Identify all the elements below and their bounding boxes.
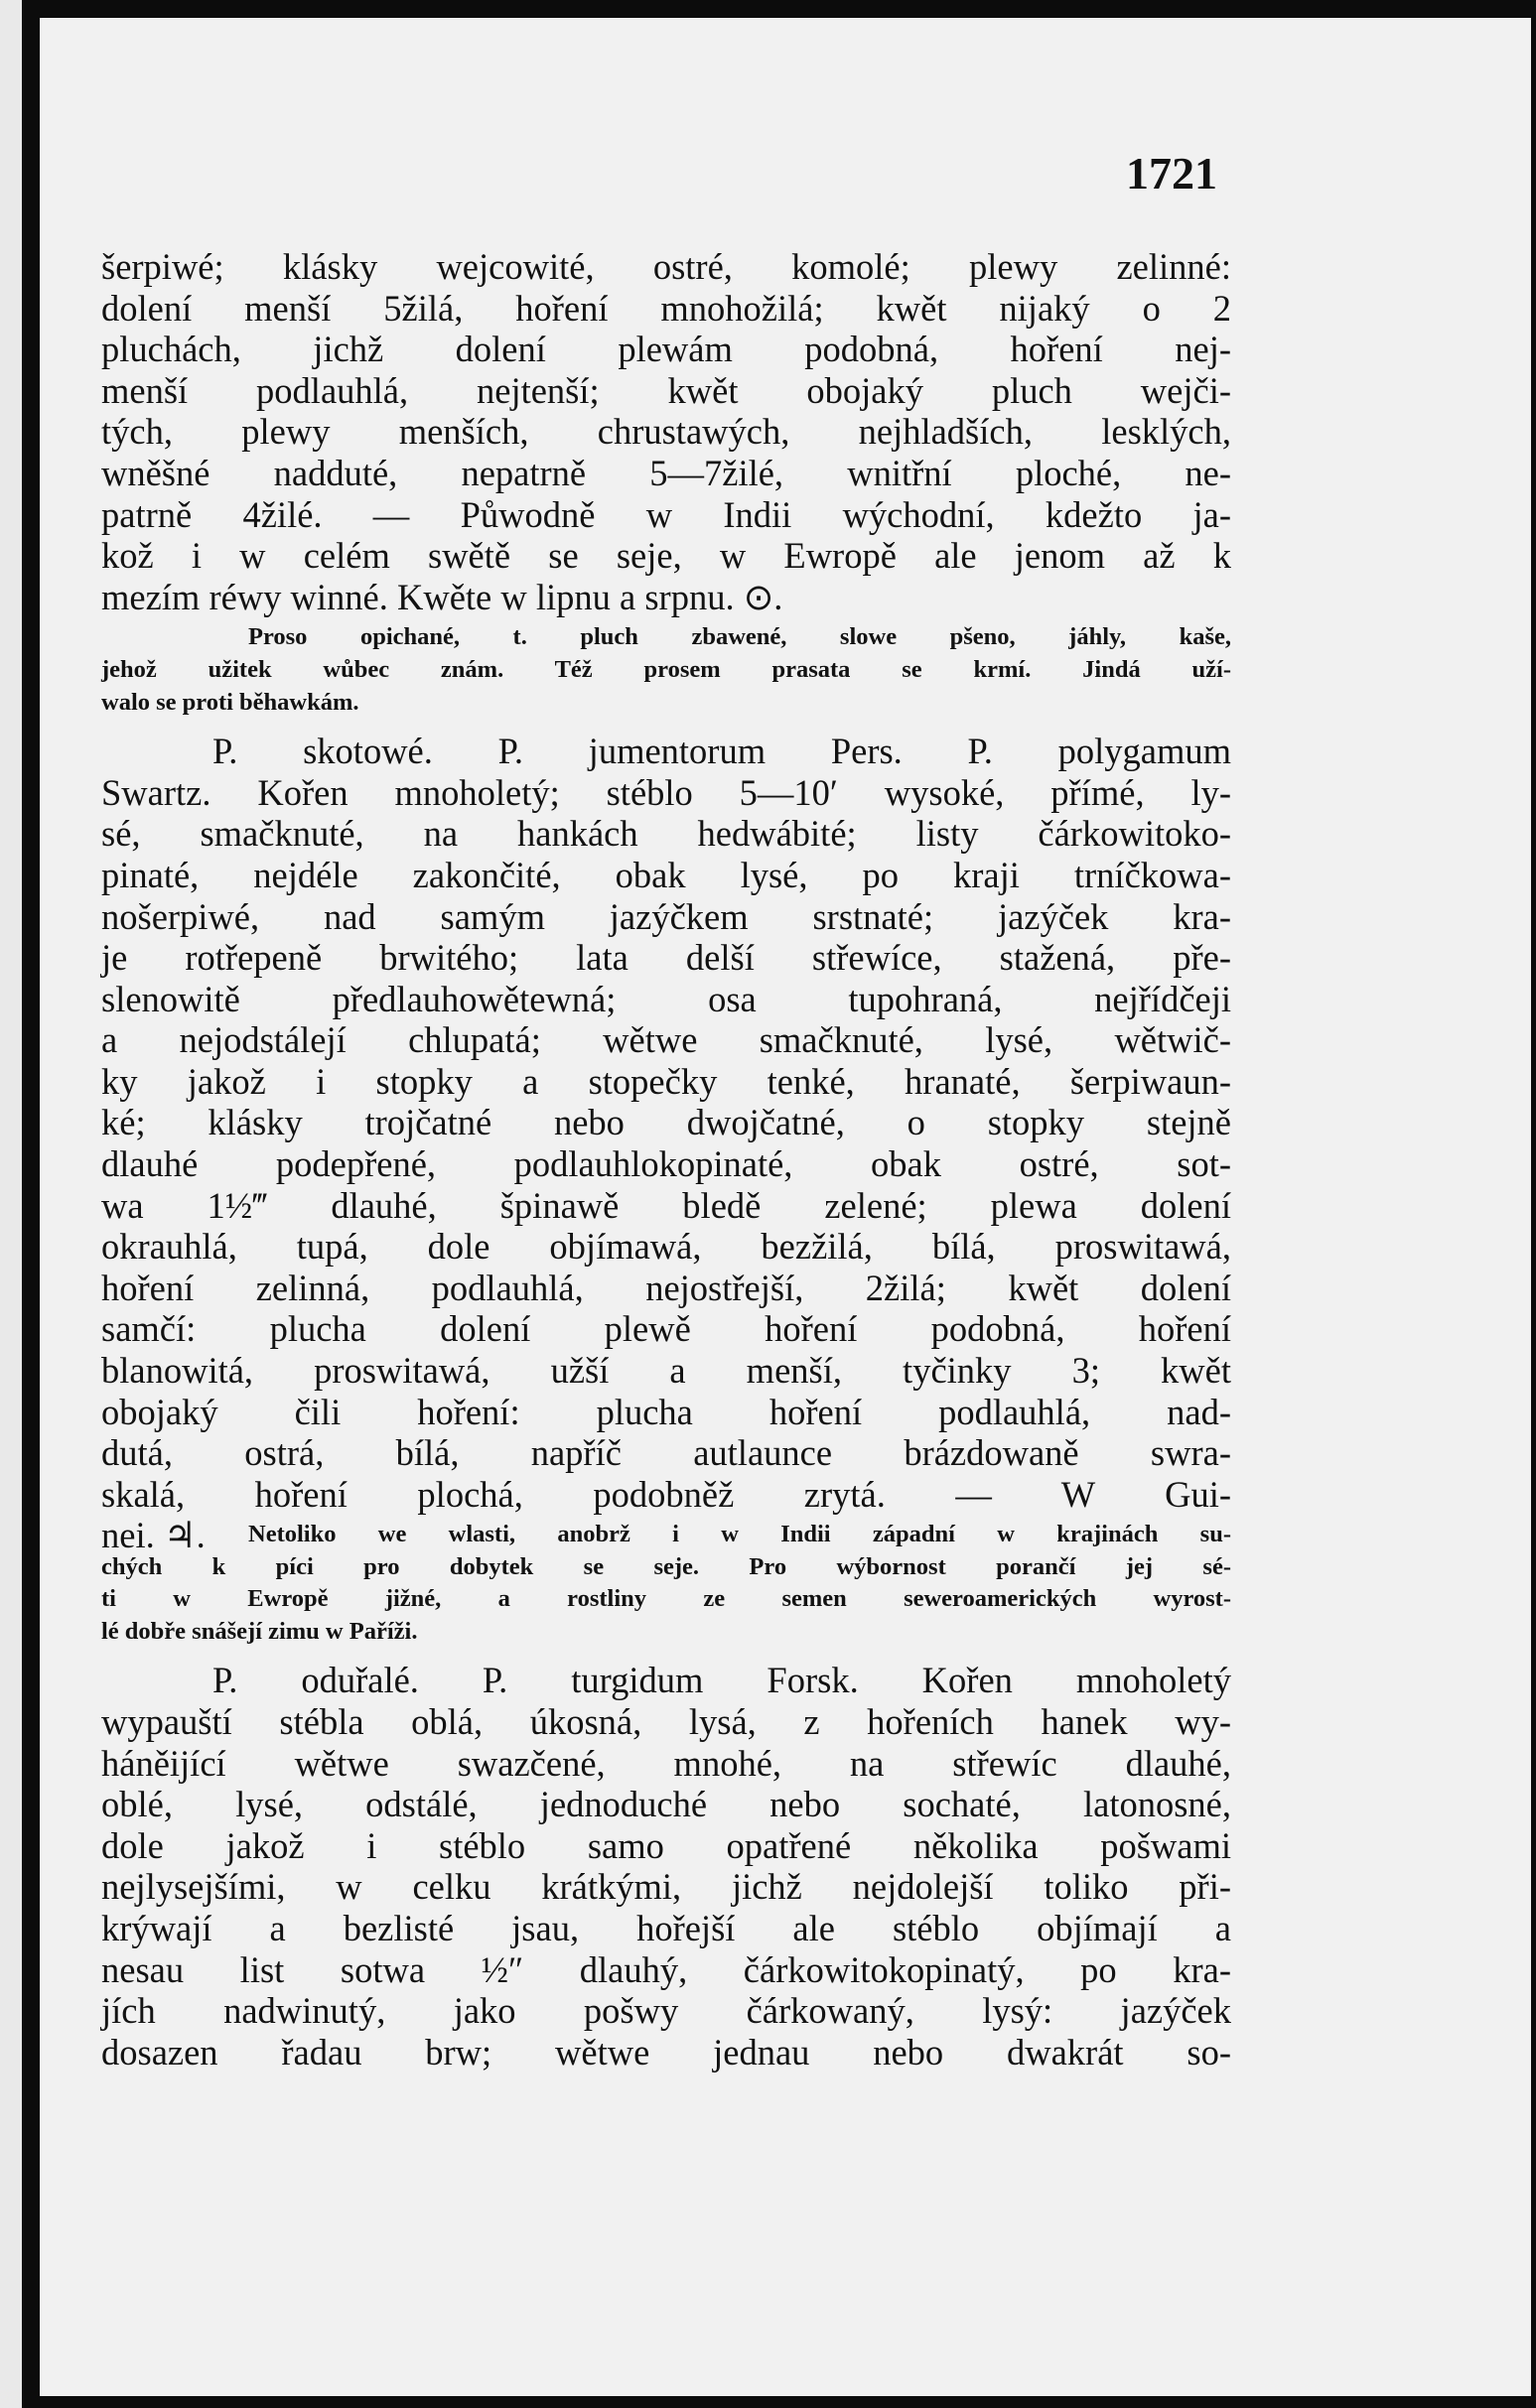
entry-panicum-jumentorum	[101, 731, 1231, 1556]
text-line: patrně 4žilé. — Půwodně w Indii wýchodní, kdežto ja-	[101, 493, 1231, 535]
text-line: oblé, lysé, odstálé, jednoduché nebo sochaté, latonosné,	[101, 1784, 1231, 1825]
note-proso	[101, 621, 1231, 719]
left-page-edge	[0, 0, 22, 2408]
note-line: Netoliko we wlasti, anobrž i w Indii západní w krajinách su-	[248, 1521, 1231, 1547]
text-line: kož i w celém swětě se seje, w Ewropě ale jenom až k	[101, 535, 1231, 577]
text-line: pinaté, nejdéle zakončité, obak lysé, po kraji trníčkowa-	[101, 854, 1231, 895]
note-line: chých k píci pro dobytek se seje. Pro wýbornost porančí jej sé-	[101, 1552, 1231, 1580]
text-line: samčí: plucha dolení plewě hoření podobná, hoření	[101, 1308, 1231, 1350]
text-line: krýwají a bezlisté jsau, hořejší ale stéblo objímají a	[101, 1907, 1231, 1948]
text-line: jích nadwinutý, jako pošwy čárkowaný, lysý: jazýček	[101, 1990, 1231, 2032]
entry-heading-line: P. skotowé. P. jumentorum Pers. P. polygamum	[212, 731, 1231, 772]
text-line: hoření zelinná, podlauhlá, nejostřejší, 2žilá; kwět dolení	[101, 1267, 1231, 1308]
text-line: nejlysejšími, w celku krátkými, jichž nejdolejší toliko při-	[101, 1866, 1231, 1908]
text-block	[101, 246, 1231, 2073]
text-line: dosazen řadau brw; wětwe jednau nebo dwakrát so-	[101, 2031, 1231, 2073]
note-line: walo se proti běhawkám.	[101, 688, 359, 716]
text-line: menší podlauhlá, nejtenší; kwět obojaký pluch wejči-	[101, 369, 1231, 411]
text-line: wypauští stébla oblá, úkosná, lysá, z hořeních hanek wy-	[101, 1700, 1231, 1742]
text-line: blanowitá, proswitawá, užší a menší, tyčinky 3; kwět	[101, 1350, 1231, 1392]
note-line: ti w Ewropě jižné, a rostliny ze semen seweroamerických wyrost-	[101, 1585, 1231, 1613]
text-line: ké; klásky trojčatné nebo dwojčatné, o stopky stejně	[101, 1102, 1231, 1143]
text-line: dolení menší 5žilá, hoření mnohožilá; kwět nijaký o 2	[101, 287, 1231, 329]
text-line: wněšné nadduté, nepatrně 5—7žilé, wnitřní ploché, ne-	[101, 452, 1231, 493]
entry-panicum-turgidum	[101, 1660, 1231, 2073]
note-guinea	[101, 1519, 1231, 1648]
text-line: nei. ♃.	[101, 1515, 206, 1556]
text-line: skalá, hoření plochá, podobněž zrytá. — W Gui-	[101, 1473, 1231, 1515]
text-line: pluchách, jichž dolení plewám podobná, hoření nej-	[101, 329, 1231, 370]
text-line: wa 1½‴ dlauhé, špinawě bledě zelené; plewa dolení	[101, 1184, 1231, 1226]
note-line: lé dobře snášejí zimu w Paříži.	[101, 1617, 418, 1645]
text-line: okrauhlá, tupá, dole objímawá, bezžilá, bílá, proswitawá,	[101, 1226, 1231, 1268]
text-line: nošerpiwé, nad samým jazýčkem srstnaté; jazýček kra-	[101, 895, 1231, 937]
text-line: je rotřepeně brwitého; lata delší střewíce, stažená, pře-	[101, 937, 1231, 979]
text-line: nesau list sotwa ½″ dlauhý, čárkowitokopinatý, po kra-	[101, 1948, 1231, 1990]
entry-heading-line: P. oduřalé. P. turgidum Forsk. Kořen mnoholetý	[212, 1660, 1231, 1701]
text-line: a nejodstálejí chlupatá; wětwe smačknuté, lysé, wětwič-	[101, 1019, 1231, 1061]
paragraph-continuation	[101, 246, 1231, 617]
text-line: obojaký čili hoření: plucha hoření podlauhlá, nad-	[101, 1391, 1231, 1432]
text-line: tých, plewy menších, chrustawých, nejhladších, lesklých,	[101, 411, 1231, 453]
text-line: dutá, ostrá, bílá, napříč autlaunce brázdowaně swra-	[101, 1432, 1231, 1474]
text-line: dlauhé podepřené, podlauhlokopinaté, obak ostré, sot-	[101, 1143, 1231, 1185]
note-line: jehož užitek wůbec znám. Též prosem prasata se krmí. Jindá uží-	[101, 655, 1231, 683]
text-line: háněijící wětwe swazčené, mnohé, na střewíc dlauhé,	[101, 1742, 1231, 1784]
text-line: sé, smačknuté, na hankách hedwábité; listy čárkowitoko-	[101, 813, 1231, 855]
text-line: mezím réwy winné. Kwěte w lipnu a srpnu. ⊙.	[101, 576, 783, 617]
text-line: dole jakož i stéblo samo opatřené několika pošwami	[101, 1824, 1231, 1866]
text-line: slenowitě předlauhowětewná; osa tupohraná, nejřídčeji	[101, 978, 1231, 1019]
book-page	[40, 18, 1531, 2396]
note-line: Proso opichané, t. pluch zbawené, slowe pšeno, jáhly, kaše,	[248, 623, 1231, 651]
text-line: Swartz. Kořen mnoholetý; stéblo 5—10′ wysoké, přímé, ly-	[101, 771, 1231, 813]
page-number: 1721	[1126, 148, 1217, 199]
text-line: šerpiwé; klásky wejcowité, ostré, komolé; plewy zelinné:	[101, 246, 1231, 287]
text-line: ky jakož i stopky a stopečky tenké, hranaté, šerpiwaun-	[101, 1060, 1231, 1102]
